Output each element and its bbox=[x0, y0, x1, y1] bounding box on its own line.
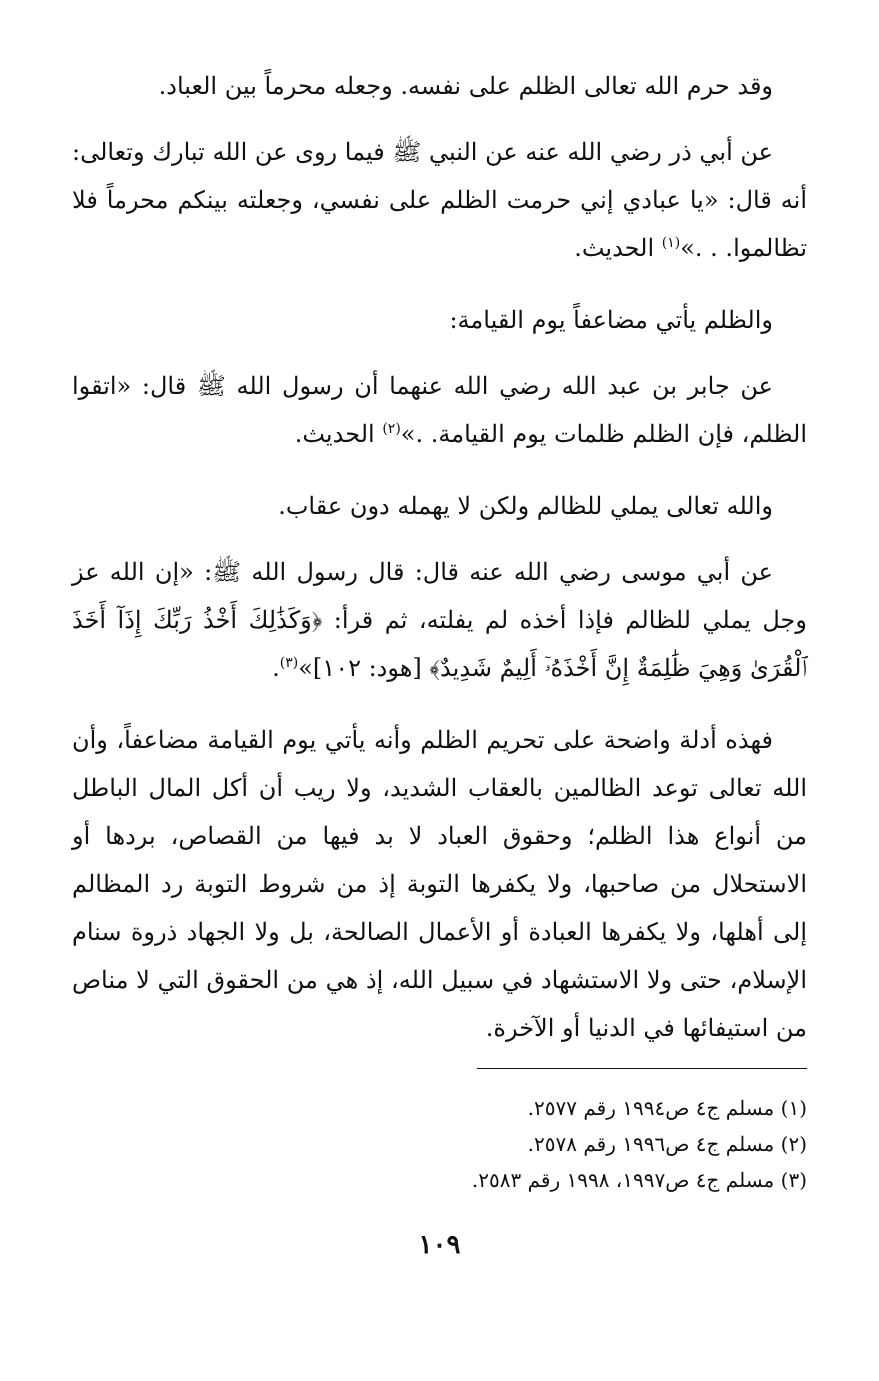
main-text bbox=[72, 62, 807, 1076]
paragraph-4 bbox=[72, 362, 807, 458]
footnote-ref-2: (٢) bbox=[382, 421, 401, 437]
footnote-divider bbox=[477, 1068, 807, 1069]
footnote-2: (٢) مسلم ج٤ ص١٩٩٦ رقم ٢٥٧٨. bbox=[527, 1132, 807, 1156]
paragraph-2-text: عن أبي ذر رضي الله عنه عن النبي ﷺ فيما روى عن الله تبارك وتعالى: أنه قال: «يا عبادي إني حرمت الظلم على نفسي، وجعلته بينكم محرماً فلا تظالموا. . .» bbox=[72, 138, 807, 262]
paragraph-5 bbox=[72, 482, 807, 530]
paragraph-6 bbox=[72, 548, 807, 692]
paragraph-7-text: فهذه أدلة واضحة على تحريم الظلم وأنه يأتي يوم القيامة مضاعفاً، وأن الله تعالى توعد الظالمين بالعقاب الشديد، ولا ريب أن أكل المال الباطل من أنواع هذا الظلم؛ وحقوق العباد لا بد فيها من القصاص، بردها أو الاستحلال من صاحبها، ولا يكفرها التوبة إذ من شروط التوبة رد المظالم إلى أهلها، ولا يكفرها العبادة أو الأعمال الصالحة، بل ولا الجهاد ذروة سنام الإسلام، حتى ولا الاستشهاد في سبيل الله، إذ هي من الحقوق التي لا مناص من استيفائها في الدنيا أو الآخرة. bbox=[72, 726, 807, 1042]
footnote-ref-1: (١) bbox=[661, 235, 681, 251]
paragraph-2 bbox=[72, 128, 807, 272]
footnote-ref-3: (٣) bbox=[279, 655, 299, 671]
paragraph-3-text: والظلم يأتي مضاعفاً يوم القيامة: bbox=[449, 306, 773, 334]
footnotes bbox=[72, 1090, 807, 1198]
paragraph-7 bbox=[72, 716, 807, 1052]
paragraph-1 bbox=[72, 62, 807, 110]
page-number: ١٠٩ bbox=[418, 1230, 461, 1260]
paragraph-1-text: وقد حرم الله تعالى الظلم على نفسه. وجعله محرماً بين العباد. bbox=[158, 72, 773, 100]
paragraph-6-text: عن أبي موسى رضي الله عنه قال: قال رسول الله ﷺ: «إن الله عز وجل يملي للظالم فإذا أخذه لم يفلته، ثم قرأ: ﴿وَكَذَٰلِكَ أَخْذُ رَبِّكَ إِذَآ أَخَذَ ٱلْقُرَىٰ وَهِيَ ظَٰلِمَةٌ إِنَّ أَخْذَهُۥٓ أَلِيمٌ شَدِيدٌ﴾ [هود: ١٠٢]» bbox=[72, 558, 807, 682]
paragraph-4-tail: الحديث. bbox=[294, 420, 383, 448]
paragraph-3 bbox=[72, 296, 807, 344]
footnote-1: (١) مسلم ج٤ ص١٩٩٤ رقم ٢٥٧٧. bbox=[527, 1096, 807, 1120]
footnote-3: (٣) مسلم ج٤ ص١٩٩٧، ١٩٩٨ رقم ٢٥٨٣. bbox=[471, 1168, 807, 1192]
paragraph-5-text: والله تعالى يملي للظالم ولكن لا يهمله دون عقاب. bbox=[278, 492, 773, 520]
paragraph-6-tail: . bbox=[272, 654, 280, 682]
paragraph-2-tail: الحديث. bbox=[574, 234, 662, 262]
paragraph-4-text: عن جابر بن عبد الله رضي الله عنهما أن رسول الله ﷺ قال: «اتقوا الظلم، فإن الظلم ظلمات يوم القيامة. .» bbox=[72, 372, 807, 448]
